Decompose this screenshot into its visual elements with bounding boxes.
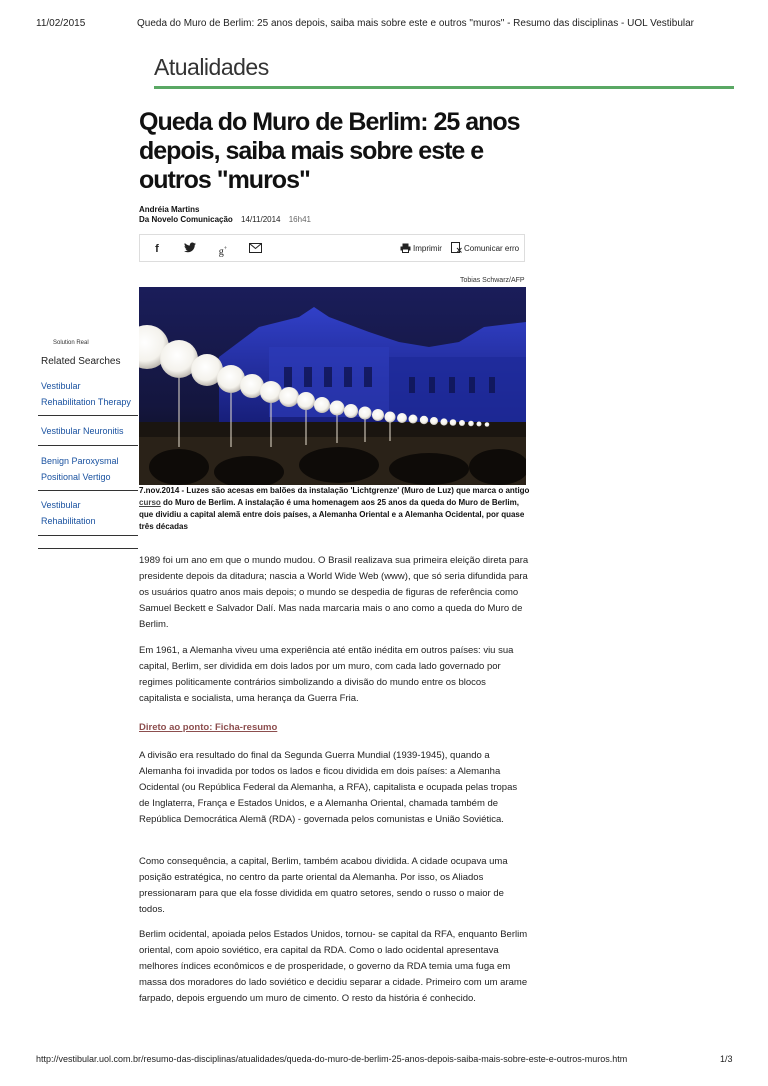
author-name: Andréia Martins xyxy=(139,205,200,214)
section-title[interactable]: Atualidades xyxy=(154,54,269,80)
print-button[interactable]: Imprimir xyxy=(413,244,442,253)
source-name: Da Novelo Comunicação xyxy=(139,215,233,224)
paragraph-3: A divisão era resultado do final da Segunda Guerra Mundial (1939-1945), quando a Alemanha foi invadida por todos os lados e ficou dividida em dois países: a Alemanha Ocidental (ou República Federal da Alemanha, a RFA), capitalista e ocupada pelas tropas de Inglaterra, França e Estados Unidos, e a Alemanha Oriental, chamada também de República Democrática Alemã (RDA) - governada pelos comunistas e União Soviética. xyxy=(139,750,518,825)
caption-link[interactable]: curso xyxy=(139,498,161,507)
print-icon[interactable] xyxy=(398,242,412,256)
email-icon[interactable] xyxy=(248,242,262,256)
caption-text: 7.nov.2014 - Luzes são acesas em balões da instalação 'Lichtgrenze' (Muro de Luz) que marca o antigo xyxy=(139,486,530,495)
article-photo xyxy=(139,287,526,485)
facebook-icon[interactable]: f xyxy=(155,243,159,255)
page-number: 1/3 xyxy=(720,1054,733,1064)
googleplus-icon[interactable]: g+ xyxy=(218,246,228,258)
divider xyxy=(38,490,138,491)
article-title: Queda do Muro de Berlim: 25 anos depois, saiba mais sobre este e outros "muros" xyxy=(139,108,520,194)
paragraph-2: Em 1961, a Alemanha viveu uma experiência até então inédita em outros países: viu sua capital, Berlim, ser dividida em dois lados por um muro, com cada lado governado por regimes politicamente contrários simbolizando a divisão do mundo entre os blocos capitalista e socialista, uma herança da Guerra Fria. xyxy=(139,645,514,704)
related-search-item[interactable]: Vestibular Neuronitis xyxy=(41,426,124,436)
divider xyxy=(38,415,138,416)
twitter-icon[interactable] xyxy=(183,242,197,256)
photo-caption xyxy=(139,485,531,533)
paragraph-5: Berlim ocidental, apoiada pelos Estados Unidos, tornou- se capital da RFA, enquanto Berlim oriental, com apoio soviético, era capital da RDA. Como o lado ocidental apresentava melhores índices econômicos e de prosperidade, o governo da RDA temia uma fuga em massa dos moradores do lado soviético e decidiu separar a cidade. Primeiro com um arame farpado, depois erguendo um muro de cimento. O resto da história é conhecido. xyxy=(139,929,528,1004)
related-searches-heading: Related Searches xyxy=(41,356,121,367)
section-divider xyxy=(154,86,734,89)
publish-date: 14/11/2014 xyxy=(241,215,281,224)
divider xyxy=(38,548,138,549)
paragraph-1: 1989 foi um ano em que o mundo mudou. O Brasil realizava sua primeira eleição direta para presidente depois da ditadura; nascia a World Wide Web (www), que só seria difundida para os usuários quatro anos mais depois; o mundo se despedia de figuras de referência como Samuel Beckett e Salvador Dalí. Mas nada marcaria mais o ano como a queda do Muro de Berlim. xyxy=(139,555,529,630)
byline xyxy=(139,205,311,225)
paragraph-4: Como consequência, a capital, Berlim, também acabou dividida. A cidade ocupava uma posição estratégica, no centro da parte oriental da Alemanha. Por isso, os Aliados pressionaram para que ela fosse dividida em quatro setores, sendo o russo o maior de todos. xyxy=(139,856,508,915)
sidebar-label: Solution Real xyxy=(53,340,89,346)
report-icon[interactable] xyxy=(449,242,463,256)
photo-credit: Tobias Schwarz/AFP xyxy=(460,277,525,284)
page-url: http://vestibular.uol.com.br/resumo-das-disciplinas/atualidades/queda-do-muro-de-berlim-25-anos-depois-saiba-mais-sobre-este-e-outros-muros.htm xyxy=(36,1054,628,1064)
caption-text-end: do Muro de Berlim. A instalação é uma homenagem aos 25 anos da queda do Muro de Berlim, que dividiu a capital alemã entre dois países, a Alemanha Oriental e a Alemanha Ocidental, por quase três décadas xyxy=(139,498,525,531)
share-bar xyxy=(139,234,525,262)
related-search-item[interactable]: Vestibular Rehabilitation Therapy xyxy=(41,381,131,407)
related-search-item[interactable]: Benign Paroxysmal Positional Vertigo xyxy=(41,456,119,482)
related-search-item[interactable]: Vestibular Rehabilitation xyxy=(41,500,96,526)
divider xyxy=(38,535,138,536)
print-date: 11/02/2015 xyxy=(36,18,86,29)
publish-time: 16h41 xyxy=(288,215,311,224)
print-doc-title: Queda do Muro de Berlim: 25 anos depois, saiba mais sobre este e outros "muros" - Resumo das disciplinas - UOL Vestibular xyxy=(137,18,694,29)
report-error-button[interactable]: Comunicar erro xyxy=(464,244,520,253)
divider xyxy=(38,445,138,446)
summary-link[interactable]: Direto ao ponto: Ficha-resumo xyxy=(139,722,278,733)
